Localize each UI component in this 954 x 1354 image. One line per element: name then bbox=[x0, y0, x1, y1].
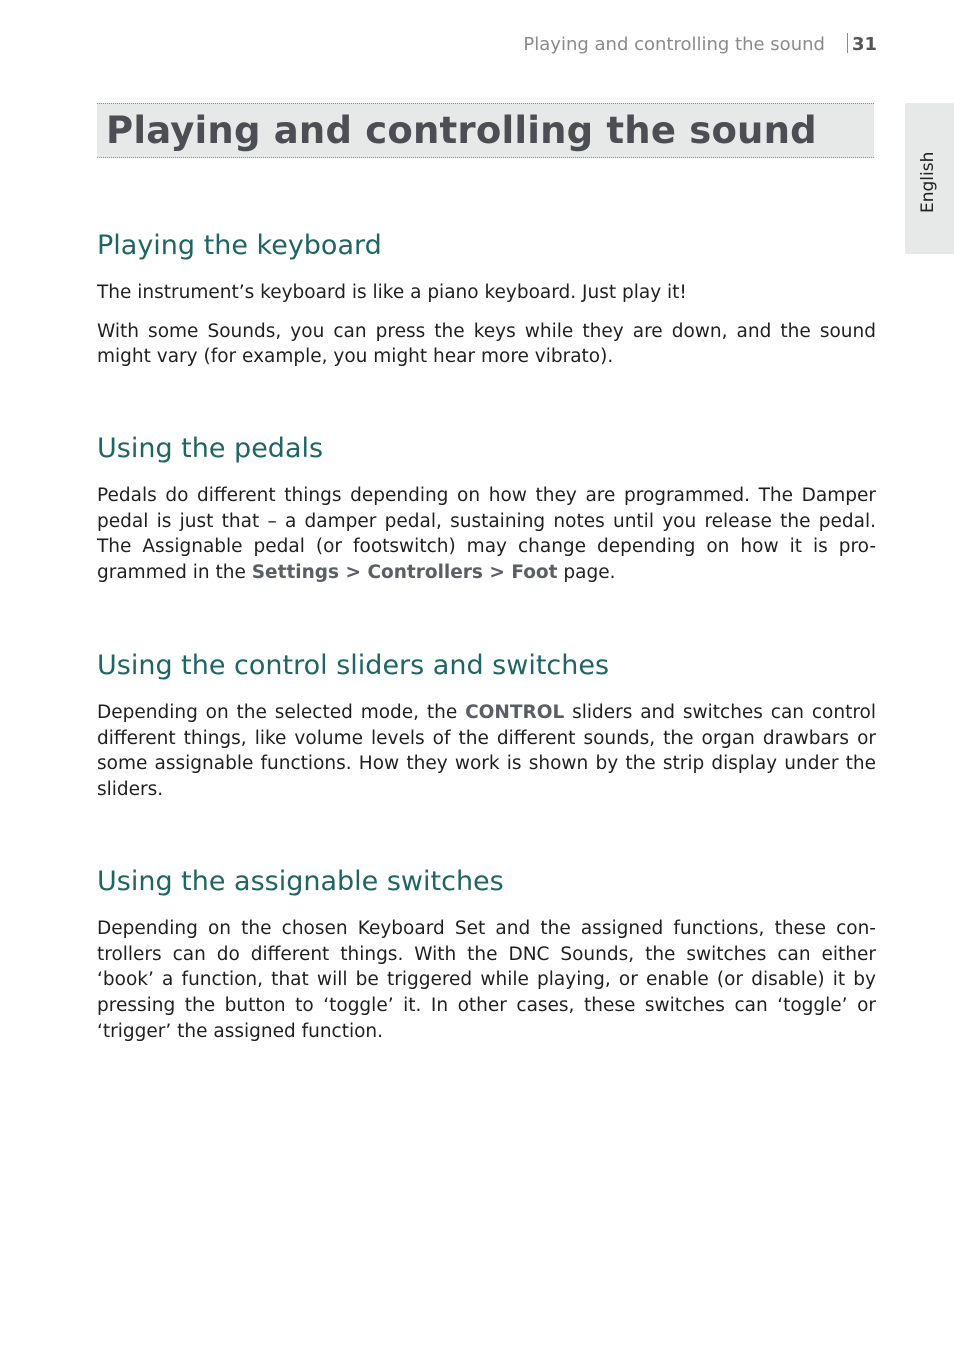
section-heading: Using the control sliders and switches bbox=[97, 650, 610, 681]
text-run: Pedals do different things depending on how they are programmed. The Damper pedal is just that – a damper pedal, sustaining notes until you release the pedal. The Assignable pedal (or footswitch) may change depending on how it is pro-grammed in the bbox=[97, 485, 876, 584]
section-heading: Using the assignable switches bbox=[97, 866, 504, 897]
paragraph: Depending on the chosen Keyboard Set and the assigned functions, these con-trollers can do different things. With the DNC Sounds, the switches can either ‘book’ a function, that will be triggered while playing, or enable (or disable) it by pressing the button to ‘toggle’ it. In other cases, these switches can ‘toggle’ or ‘trigger’ the assigned function. bbox=[97, 918, 876, 1042]
section-using-pedals bbox=[97, 432, 876, 586]
text-run: sliders and switches can control different things, like volume levels of the different sounds, the organ drawbars or some assignable functions. How they work is shown by the strip display under the sliders. bbox=[97, 702, 876, 801]
section-heading: Playing the keyboard bbox=[97, 230, 382, 261]
page-number: 31 bbox=[851, 34, 877, 55]
language-label: English bbox=[917, 151, 938, 213]
section-playing-keyboard bbox=[97, 229, 876, 370]
text-run: Depending on the selected mode, the bbox=[97, 702, 466, 723]
paragraph bbox=[97, 700, 876, 803]
paragraph bbox=[97, 483, 876, 586]
section-heading: Using the pedals bbox=[97, 433, 324, 464]
chapter-title-box bbox=[97, 103, 874, 158]
settings-path: Settings > Controllers > Foot bbox=[251, 562, 558, 584]
chapter-title: Playing and controlling the sound bbox=[106, 109, 817, 152]
paragraph: The instrument’s keyboard is like a piano keyboard. Just play it! bbox=[97, 282, 687, 303]
section-control-sliders bbox=[97, 649, 876, 803]
language-tab bbox=[905, 103, 954, 254]
text-run: page. bbox=[557, 562, 616, 584]
section-assignable-switches bbox=[97, 865, 876, 1045]
running-header bbox=[523, 33, 877, 55]
paragraph: With some Sounds, you can press the keys while they are down, and the sound might vary (for example, you might hear more vibrato). bbox=[97, 320, 876, 368]
control-label: CONTROL bbox=[465, 702, 565, 723]
running-title: Playing and controlling the sound bbox=[523, 34, 825, 55]
header-divider bbox=[847, 33, 848, 53]
